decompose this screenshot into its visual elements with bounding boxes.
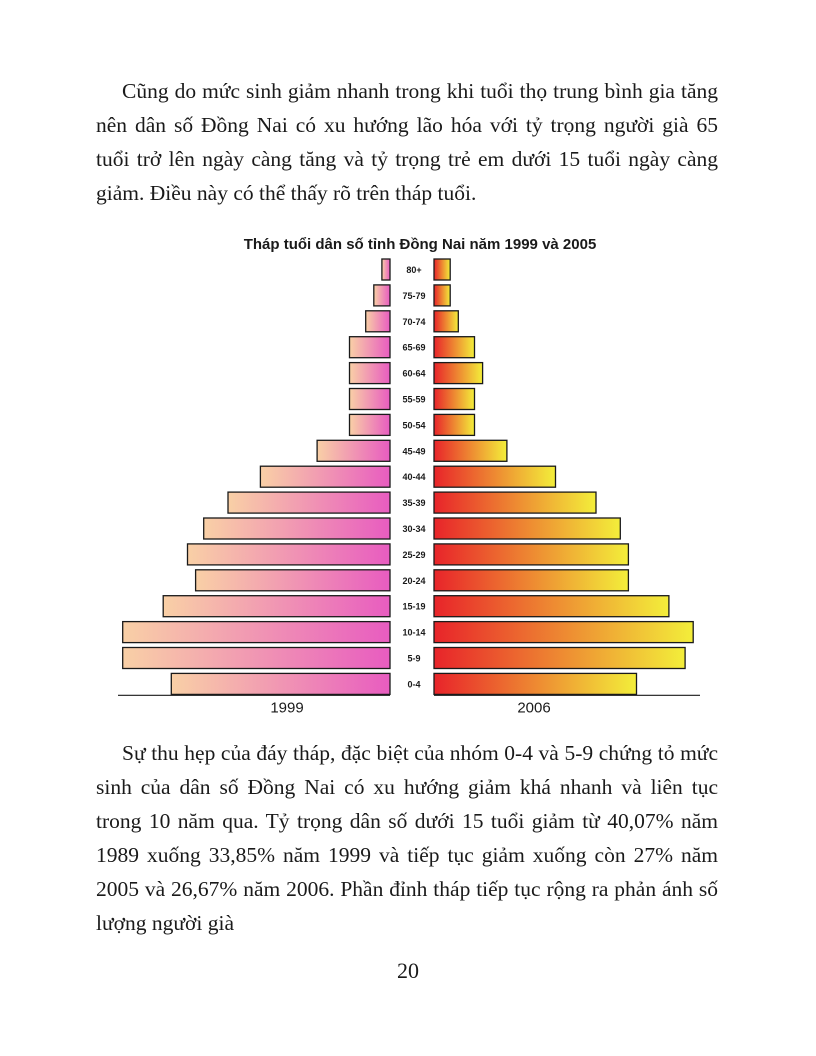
bar-2006-45-49 xyxy=(434,440,507,461)
bar-1999-0-4 xyxy=(171,673,390,694)
bar-1999-30-34 xyxy=(204,518,390,539)
bar-1999-35-39 xyxy=(228,492,390,513)
age-group-label: 55-59 xyxy=(402,394,426,405)
age-group-label: 65-69 xyxy=(402,342,426,353)
bar-2006-75-79 xyxy=(434,285,450,306)
intro-paragraph-text: Cũng do mức sinh giảm nhanh trong khi tuổi thọ trung bình gia tăng nên dân số Đồng Nai có xu hướng lão hóa với tỷ trọng người già 65 tuổi trở lên ngày càng tăng và tỷ trọng trẻ em dưới 15 tuổi ngày càng giảm. Điều này có thể thấy rõ trên tháp tuổi. xyxy=(96,79,718,205)
bar-1999-10-14 xyxy=(123,622,390,643)
bar-1999-25-29 xyxy=(188,544,391,565)
bar-2006-35-39 xyxy=(434,492,596,513)
age-group-label: 75-79 xyxy=(402,290,426,301)
bar-1999-15-19 xyxy=(163,596,390,617)
bar-2006-30-34 xyxy=(434,518,620,539)
age-group-label: 50-54 xyxy=(402,420,426,431)
bar-1999-45-49 xyxy=(317,440,390,461)
age-group-label: 80+ xyxy=(406,265,422,275)
bar-2006-80+ xyxy=(434,259,450,280)
bar-2006-20-24 xyxy=(434,570,628,591)
bar-1999-55-59 xyxy=(350,389,391,410)
bar-2006-70-74 xyxy=(434,311,458,332)
year-label-1999: 1999 xyxy=(270,699,304,717)
bar-2006-65-69 xyxy=(434,337,475,358)
bar-2006-10-14 xyxy=(434,622,693,643)
bar-2006-5-9 xyxy=(434,648,685,669)
bar-2006-15-19 xyxy=(434,596,669,617)
bar-2006-0-4 xyxy=(434,673,637,694)
age-group-label: 35-39 xyxy=(402,498,426,509)
bar-1999-50-54 xyxy=(350,414,391,435)
year-label-2006: 2006 xyxy=(517,699,551,717)
bar-1999-75-79 xyxy=(374,285,390,306)
age-group-label: 5-9 xyxy=(407,653,421,664)
chart-title: Tháp tuổi dân số tỉnh Đồng Nai năm 1999 và 2005 xyxy=(243,236,597,253)
bar-1999-65-69 xyxy=(350,337,391,358)
bar-1999-20-24 xyxy=(196,570,390,591)
age-group-label: 25-29 xyxy=(402,549,426,560)
age-group-label: 70-74 xyxy=(402,316,426,327)
age-group-label: 30-34 xyxy=(402,524,426,534)
bar-1999-5-9 xyxy=(123,648,390,669)
age-group-label: 60-64 xyxy=(402,368,426,379)
bar-2006-60-64 xyxy=(434,363,483,384)
age-group-label: 40-44 xyxy=(402,472,426,483)
bar-2006-25-29 xyxy=(434,544,628,565)
age-group-label: 45-49 xyxy=(402,446,426,457)
age-group-label: 15-19 xyxy=(402,601,426,612)
analysis-paragraph-text: Sự thu hẹp của đáy tháp, đặc biệt của nhóm 0-4 và 5-9 chứng tỏ mức sinh của dân số Đồng Nai có xu hướng giảm khá nhanh và liên tục trong 10 năm qua. Tỷ trọng dân số dưới 15 tuổi giảm từ 40,07% năm 1989 xuống 33,85% năm 1999 và tiếp tục giảm xuống còn 27% năm 2005 và 26,67% năm 2006. Phần đỉnh tháp tiếp tục rộng ra phản ánh số lượng người già xyxy=(96,741,718,935)
age-group-label: 10-14 xyxy=(402,627,426,638)
age-group-label: 0-4 xyxy=(407,679,421,690)
bar-1999-70-74 xyxy=(366,311,390,332)
bar-2006-50-54 xyxy=(434,414,475,435)
bar-1999-40-44 xyxy=(260,466,390,487)
analysis-paragraph xyxy=(96,736,718,940)
age-group-label: 20-24 xyxy=(402,575,426,586)
bar-2006-40-44 xyxy=(434,466,556,487)
page-number: 20 xyxy=(397,958,419,983)
bar-1999-80+ xyxy=(382,259,390,280)
bar-1999-60-64 xyxy=(350,363,391,384)
bar-2006-55-59 xyxy=(434,389,475,410)
